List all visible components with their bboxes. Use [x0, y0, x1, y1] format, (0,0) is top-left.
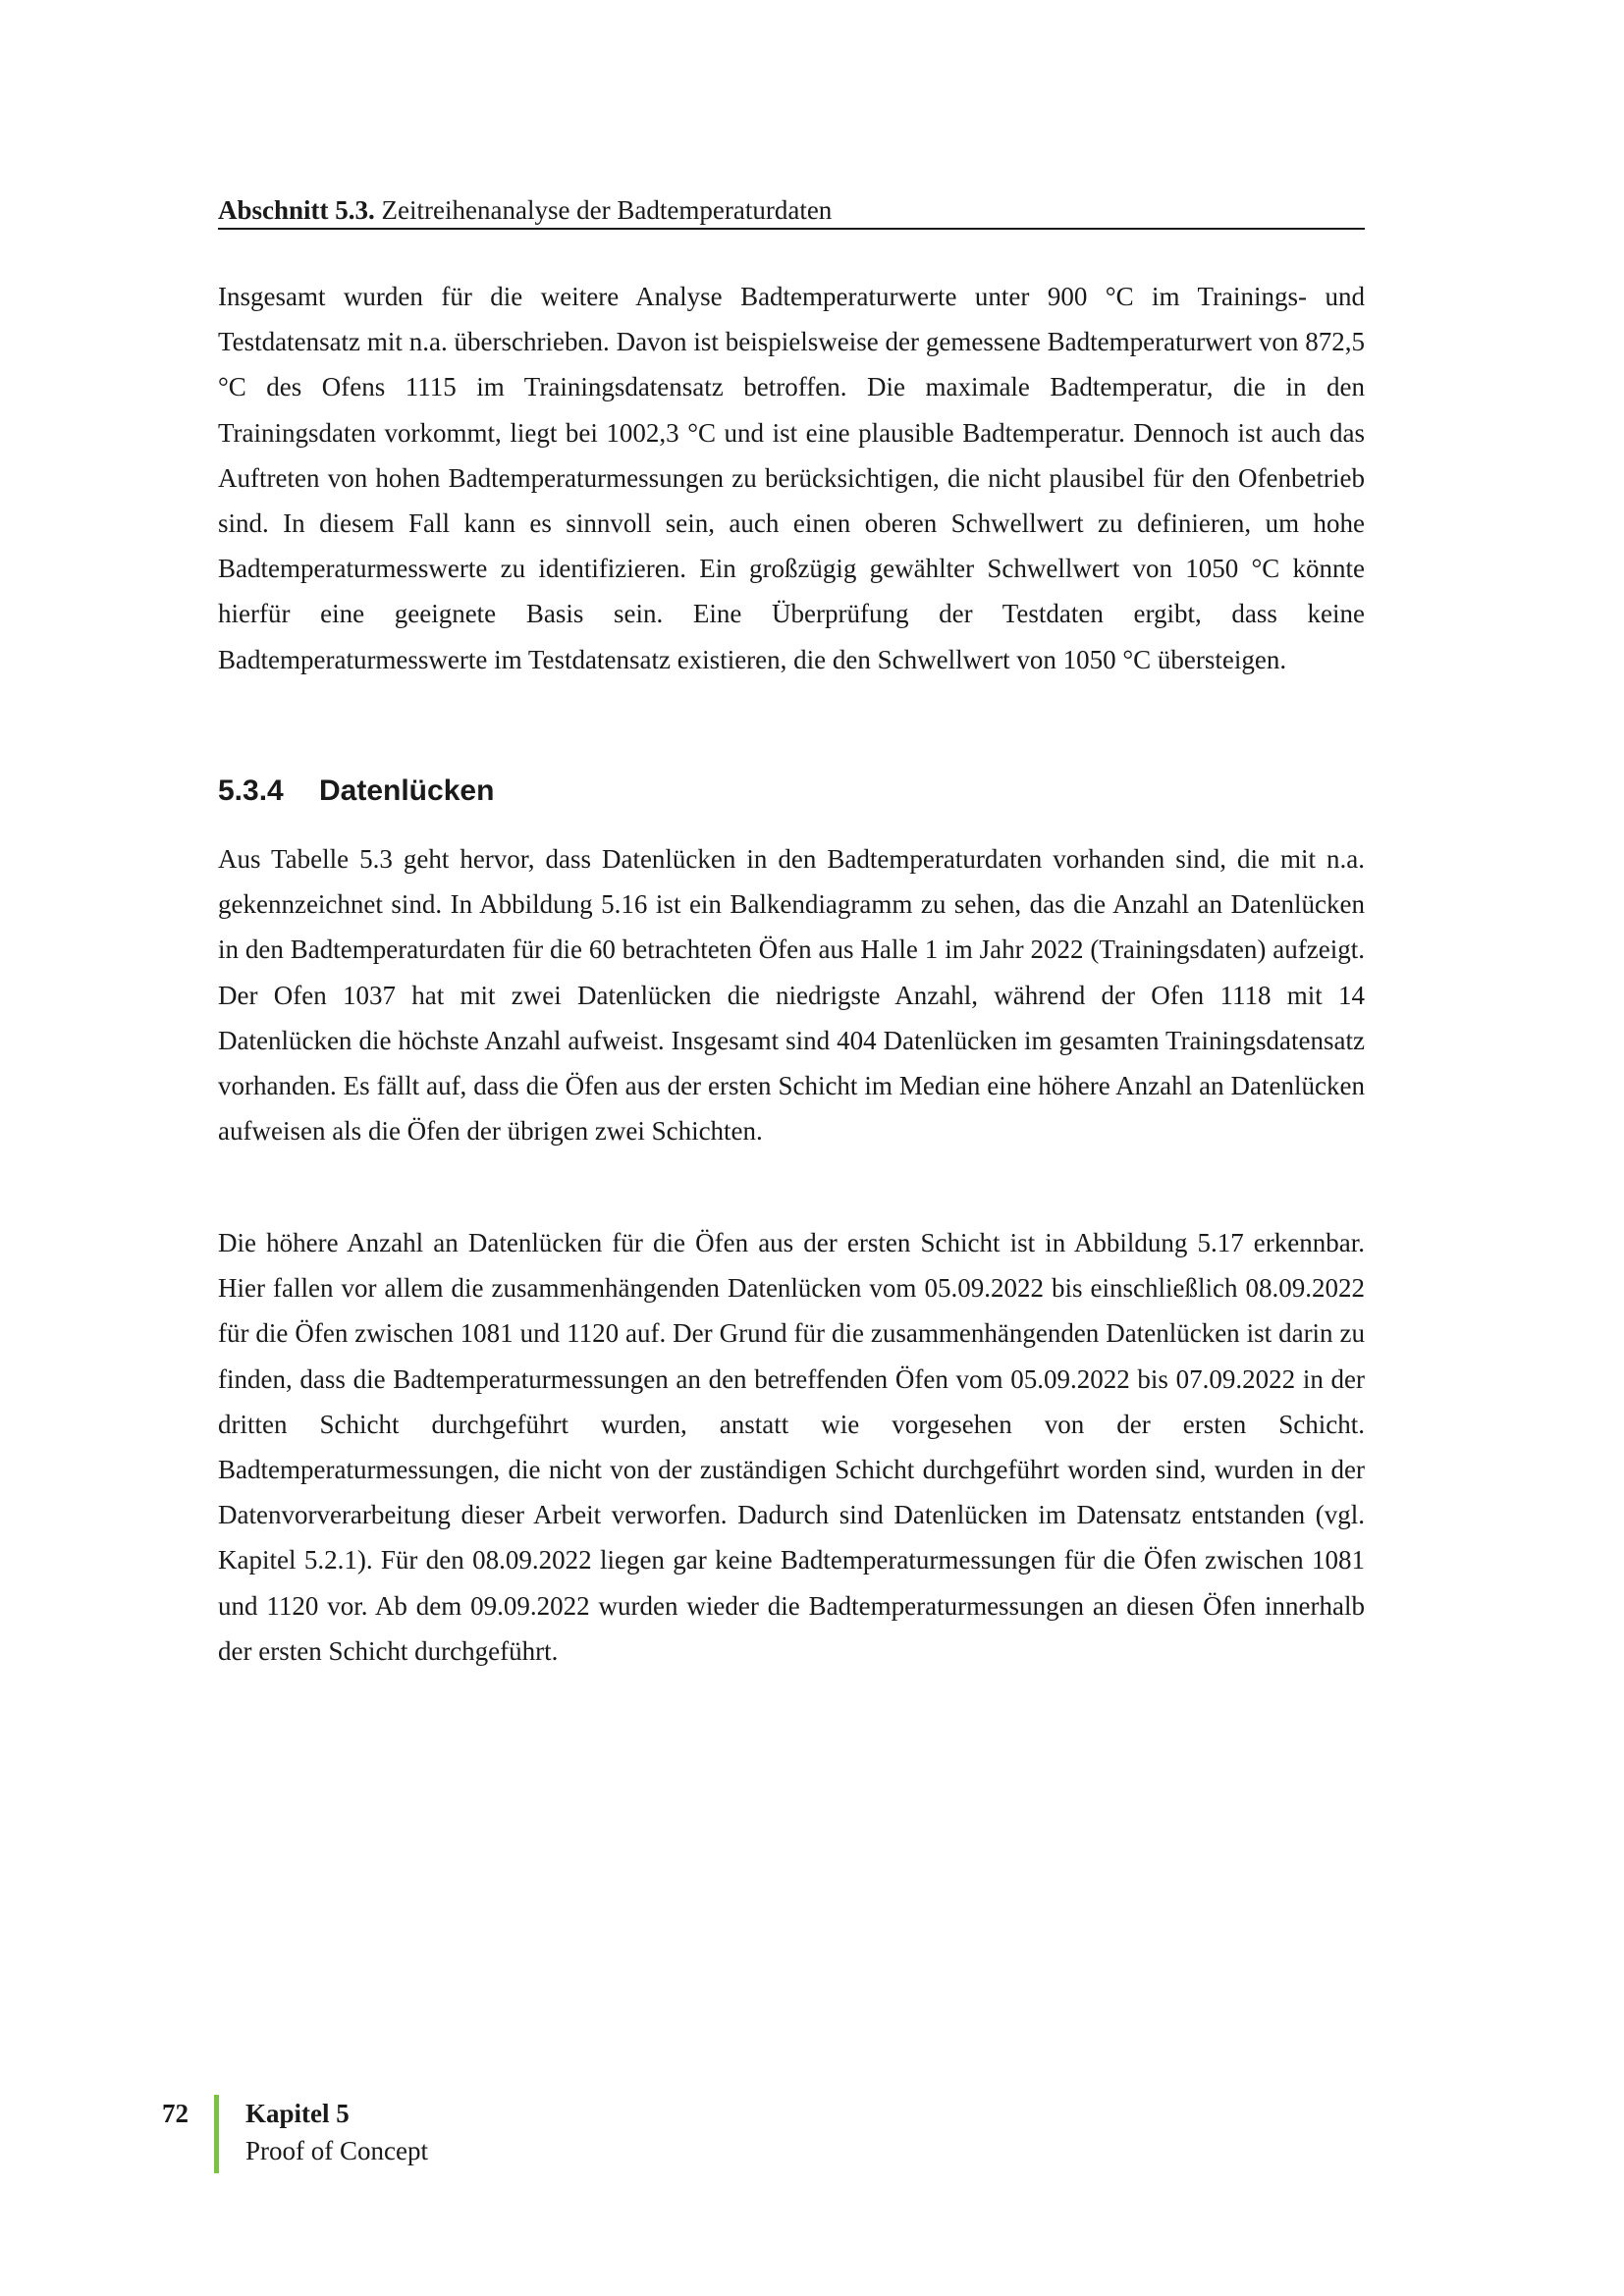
footer-chapter-label: Kapitel 5 [245, 2099, 350, 2128]
footer-accent-bar [214, 2095, 219, 2173]
body-paragraph-2: Aus Tabelle 5.3 geht hervor, dass Datenlücken in den Badtemperaturdaten vorhanden sind, die mit n.a. gekennzeichnet sind. In Abbildung 5.16 ist ein Balkendiagramm zu sehen, das die Anzahl an Datenlücken in den Badtemperaturdaten für die 60 betrachteten Öfen aus Halle 1 im Jahr 2022 (Trainingsdaten) aufzeigt. Der Ofen 1037 hat mit zwei Datenlücken die niedrigste Anzahl, während der Ofen 1118 mit 14 Datenlücken die höchste Anzahl aufweist. Insgesamt sind 404 Datenlücken im gesamten Trainingsdatensatz vorhanden. Es fällt auf, dass die Öfen aus der ersten Schicht im Median eine höhere Anzahl an Datenlücken aufweisen als die Öfen der übrigen zwei Schichten. [218, 844, 1365, 1147]
page-number: 72 [162, 2099, 189, 2128]
subsection-number: 5.3.4 [218, 774, 284, 807]
subsection-heading [218, 772, 1365, 811]
page-footer [147, 2095, 638, 2173]
subsection-title: Datenlücken [319, 774, 495, 807]
footer-chapter-title: Proof of Concept [245, 2136, 428, 2165]
running-header [218, 190, 1365, 230]
body-paragraph-3: Die höhere Anzahl an Datenlücken für die Öfen aus der ersten Schicht ist in Abbildung 5.17 erkennbar. Hier fallen vor allem die zusammenhängenden Datenlücken vom 05.09.2022 bis einschließlich 08.09.2022 für die Öfen zwischen 1081 und 1120 auf. Der Grund für die zusammenhängenden Datenlücken ist darin zu finden, dass die Badtemperaturmessungen an den betreffenden Öfen vom 05.09.2022 bis 07.09.2022 in der dritten Schicht durchgeführt wurden, anstatt wie vorgesehen von der ersten Schicht. Badtemperaturmessungen, die nicht von der zuständigen Schicht durchgeführt worden sind, wurden in der Datenvorverarbeitung dieser Arbeit verworfen. Dadurch sind Datenlücken im Datensatz entstanden (vgl. Kapitel 5.2.1). Für den 08.09.2022 liegen gar keine Badtemperaturmessungen für die Öfen zwischen 1081 und 1120 vor. Ab dem 09.09.2022 wurden wieder die Badtemperaturmessungen an diesen Öfen innerhalb der ersten Schicht durchgeführt. [218, 1228, 1365, 1666]
body-paragraph-1: Insgesamt wurden für die weitere Analyse Badtemperaturwerte unter 900 °C im Trainings- und Testdatensatz mit n.a. überschrieben. Davon ist beispielsweise der gemessene Badtemperaturwert von 872,5 °C des Ofens 1115 im Trainingsdatensatz betroffen. Die maximale Badtemperatur, die in den Trainingsdaten vorkommt, liegt bei 1002,3 °C und ist eine plausible Badtemperatur. Dennoch ist auch das Auftreten von hohen Badtemperaturmessungen zu berücksichtigen, die nicht plausibel für den Ofenbetrieb sind. In diesem Fall kann es sinnvoll sein, auch einen oberen Schwellwert zu definieren, um hohe Badtemperaturmesswerte zu identifizieren. Ein großzügig gewählter Schwellwert von 1050 °C könnte hierfür eine geeignete Basis sein. Eine Überprüfung der Testdaten ergibt, dass keine Badtemperaturmesswerte im Testdatensatz existieren, die den Schwellwert von 1050 °C übersteigen. [218, 282, 1365, 674]
running-header-section-number: Abschnitt 5.3. [218, 195, 375, 225]
running-header-section-title: Zeitreihenanalyse der Badtemperaturdaten [381, 195, 833, 225]
